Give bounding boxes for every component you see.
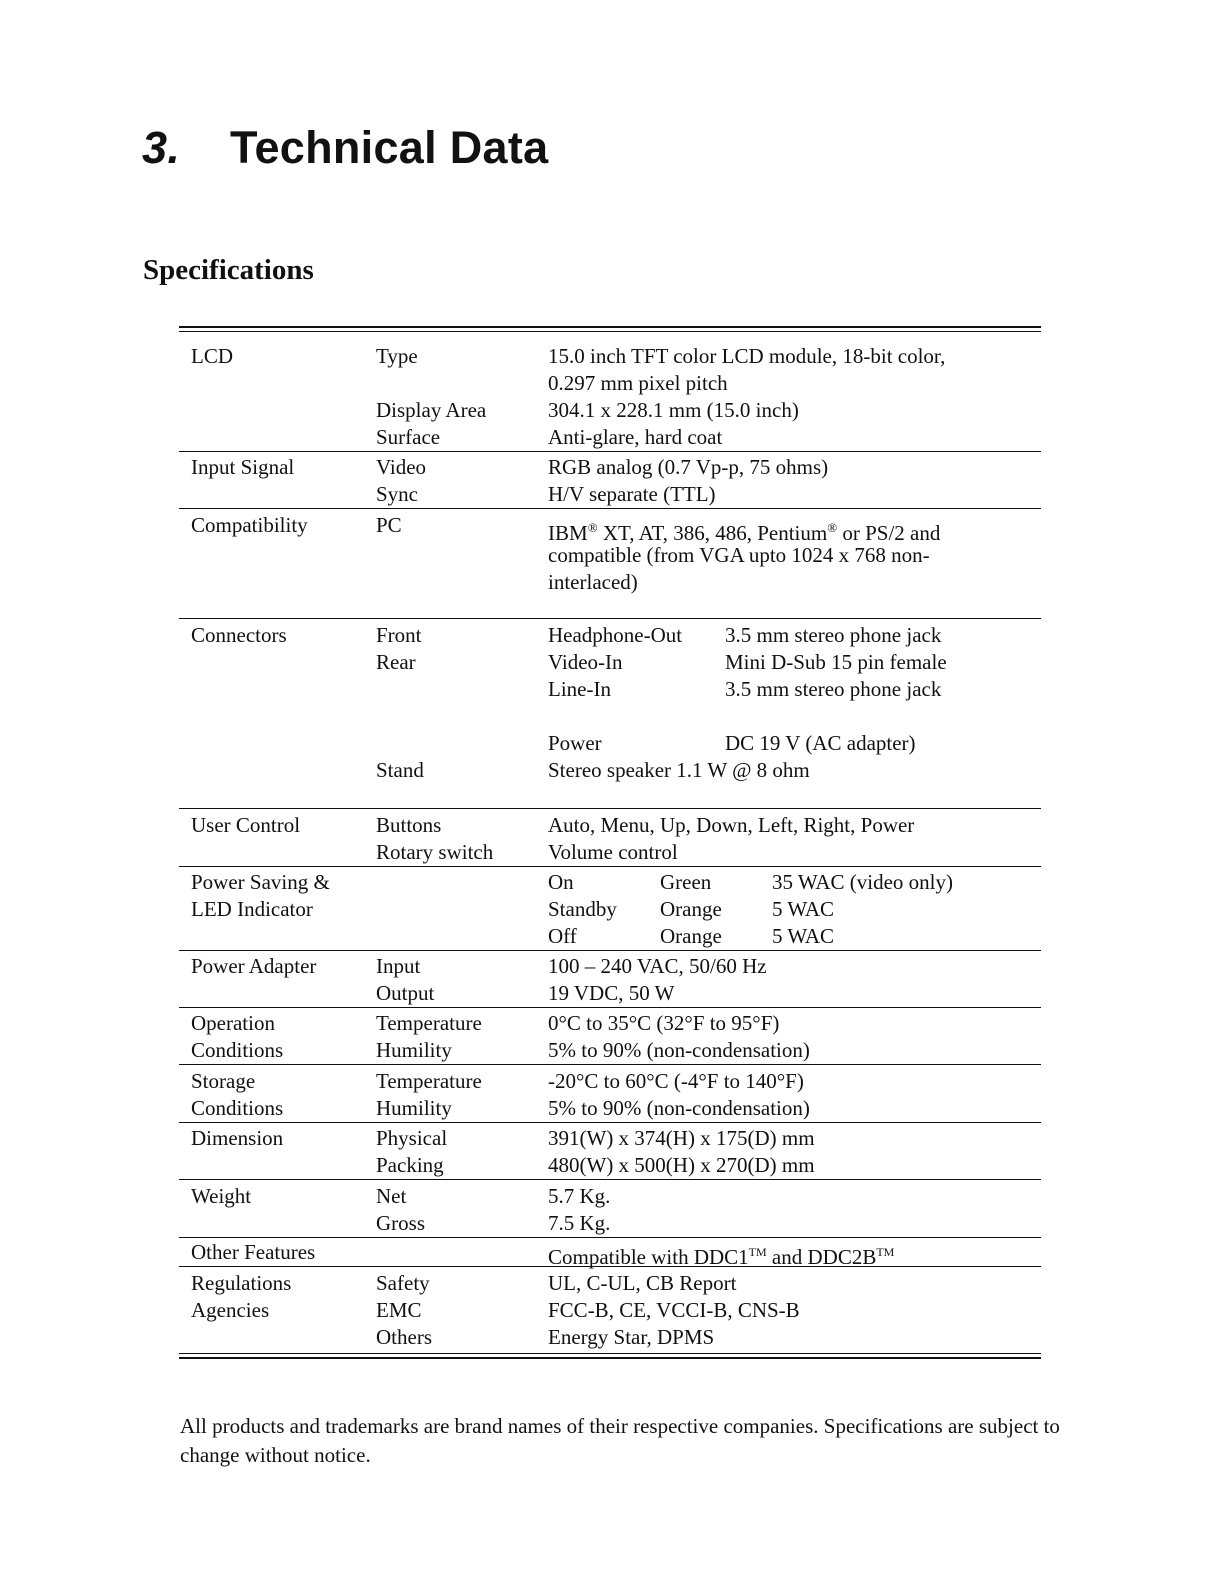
spec-label: Temperature	[376, 1069, 482, 1093]
spec-value: 5% to 90% (non-condensation)	[548, 1038, 810, 1062]
spec-row-user-control	[179, 809, 1041, 867]
power-consumption: 35 WAC (video only)	[772, 870, 954, 894]
spec-label: Display Area	[376, 398, 487, 422]
spec-row-operation-conditions	[179, 1008, 1041, 1065]
spec-row-weight	[179, 1180, 1041, 1238]
spec-row-dimension	[179, 1123, 1041, 1180]
spec-category: Operation	[191, 1011, 275, 1035]
spec-value: DC 19 V (AC adapter)	[725, 731, 916, 755]
spec-value: 3.5 mm stereo phone jack	[725, 623, 942, 647]
spec-category: Storage	[191, 1069, 256, 1093]
spec-value: Mini D-Sub 15 pin female	[725, 650, 947, 674]
spec-label: PC	[376, 513, 402, 537]
spec-label: Output	[376, 981, 435, 1005]
spec-category: Other Features	[191, 1240, 316, 1264]
spec-value: RGB analog (0.7 Vp-p, 75 ohms)	[548, 455, 829, 479]
spec-value: 480(W) x 500(H) x 270(D) mm	[548, 1153, 815, 1177]
spec-category: Agencies	[191, 1298, 270, 1322]
footer-note: All products and trademarks are brand names of their respective companies. Specifications are subject to change without notice.	[180, 1414, 1060, 1467]
spec-value: Auto, Menu, Up, Down, Left, Right, Power	[548, 813, 915, 837]
spec-category: Conditions	[191, 1096, 284, 1120]
spec-label: Input	[376, 954, 421, 978]
spec-row-input-signal	[179, 452, 1041, 509]
spec-value: Volume control	[548, 840, 678, 864]
spec-label: Safety	[376, 1271, 430, 1295]
spec-value: Line-In	[548, 677, 611, 701]
spec-value: 15.0 inch TFT color LCD module, 18-bit color,	[548, 344, 946, 368]
page-title	[142, 122, 548, 174]
led-color: Orange	[660, 924, 722, 948]
spec-value: Stereo speaker 1.1 W @ 8 ohm	[548, 758, 810, 782]
spec-category: Weight	[191, 1184, 252, 1208]
spec-value: Video-In	[548, 650, 623, 674]
page-title-text: Technical Data	[230, 122, 549, 173]
spec-value: 0.297 mm pixel pitch	[548, 371, 728, 395]
spec-category: User Control	[191, 813, 301, 837]
spec-category: Compatibility	[191, 513, 308, 537]
power-mode: Standby	[548, 897, 617, 921]
led-color: Orange	[660, 897, 722, 921]
spec-value: Anti-glare, hard coat	[548, 425, 723, 449]
spec-label: Net	[376, 1184, 407, 1208]
spec-label: Surface	[376, 425, 441, 449]
spec-value: Power	[548, 731, 602, 755]
spec-label: Rear	[376, 650, 416, 674]
spec-category: Dimension	[191, 1126, 284, 1150]
spec-row-power-adapter	[179, 951, 1041, 1008]
spec-value: 100 – 240 VAC, 50/60 Hz	[548, 954, 767, 978]
spec-category: Input Signal	[191, 455, 295, 479]
spec-label: Humility	[376, 1038, 452, 1062]
spec-value: UL, C-UL, CB Report	[548, 1271, 737, 1295]
spec-label: Temperature	[376, 1011, 482, 1035]
spec-row-regulations	[179, 1267, 1041, 1353]
power-consumption: 5 WAC	[772, 924, 835, 948]
spec-row-other-features	[179, 1238, 1041, 1267]
spec-value: -20°C to 60°C (-4°F to 140°F)	[548, 1069, 804, 1093]
spec-row-storage-conditions	[179, 1065, 1041, 1123]
power-mode: Off	[548, 924, 577, 948]
spec-value: compatible (from VGA upto 1024 x 768 non-	[548, 543, 930, 567]
spec-category: Power Saving &	[191, 870, 330, 894]
spec-label: Physical	[376, 1126, 448, 1150]
spec-value: 3.5 mm stereo phone jack	[725, 677, 942, 701]
spec-value: 304.1 x 228.1 mm (15.0 inch)	[548, 398, 799, 422]
spec-value: Compatible with DDC1™ and DDC2B™	[548, 1245, 895, 1269]
spec-label: Front	[376, 623, 422, 647]
spec-label: Humility	[376, 1096, 452, 1120]
spec-value: IBM® XT, AT, 386, 486, Pentium® or PS/2 and	[548, 520, 941, 545]
spec-label: Rotary switch	[376, 840, 494, 864]
power-consumption: 5 WAC	[772, 897, 835, 921]
spec-category: Power Adapter	[191, 954, 317, 978]
spec-category: Connectors	[191, 623, 287, 647]
spec-row-power-saving	[179, 867, 1041, 951]
spec-value: FCC-B, CE, VCCI-B, CNS-B	[548, 1298, 800, 1322]
spec-label: Stand	[376, 758, 424, 782]
spec-row-lcd	[179, 332, 1041, 452]
spec-value: 5% to 90% (non-condensation)	[548, 1096, 810, 1120]
spec-category: LED Indicator	[191, 897, 313, 921]
spec-label: Packing	[376, 1153, 444, 1177]
spec-value: Headphone-Out	[548, 623, 683, 647]
spec-label: Gross	[376, 1211, 426, 1235]
spec-value: 391(W) x 374(H) x 175(D) mm	[548, 1126, 815, 1150]
spec-value: Energy Star, DPMS	[548, 1325, 715, 1349]
spec-value: 7.5 Kg.	[548, 1211, 611, 1235]
spec-value: 0°C to 35°C (32°F to 95°F)	[548, 1011, 780, 1035]
spec-category: Conditions	[191, 1038, 284, 1062]
spec-label: Type	[376, 344, 418, 368]
spec-row-connectors	[179, 619, 1041, 809]
spec-label: Buttons	[376, 813, 442, 837]
spec-category: Regulations	[191, 1271, 292, 1295]
spec-label: Others	[376, 1325, 432, 1349]
power-mode: On	[548, 870, 574, 894]
table-bottom-rule	[179, 1353, 1041, 1359]
spec-value: H/V separate (TTL)	[548, 482, 716, 506]
spec-row-compatibility	[179, 509, 1041, 619]
specifications-table	[179, 326, 1041, 1359]
led-color: Green	[660, 870, 712, 894]
spec-label: Video	[376, 455, 427, 479]
section-title: Specifications	[143, 254, 314, 286]
spec-category: LCD	[191, 344, 233, 368]
spec-value: 19 VDC, 50 W	[548, 981, 675, 1005]
section-number: 3.	[142, 122, 181, 173]
spec-label: Sync	[376, 482, 418, 506]
spec-value: interlaced)	[548, 570, 638, 594]
spec-label: EMC	[376, 1298, 422, 1322]
spec-value: 5.7 Kg.	[548, 1184, 611, 1208]
